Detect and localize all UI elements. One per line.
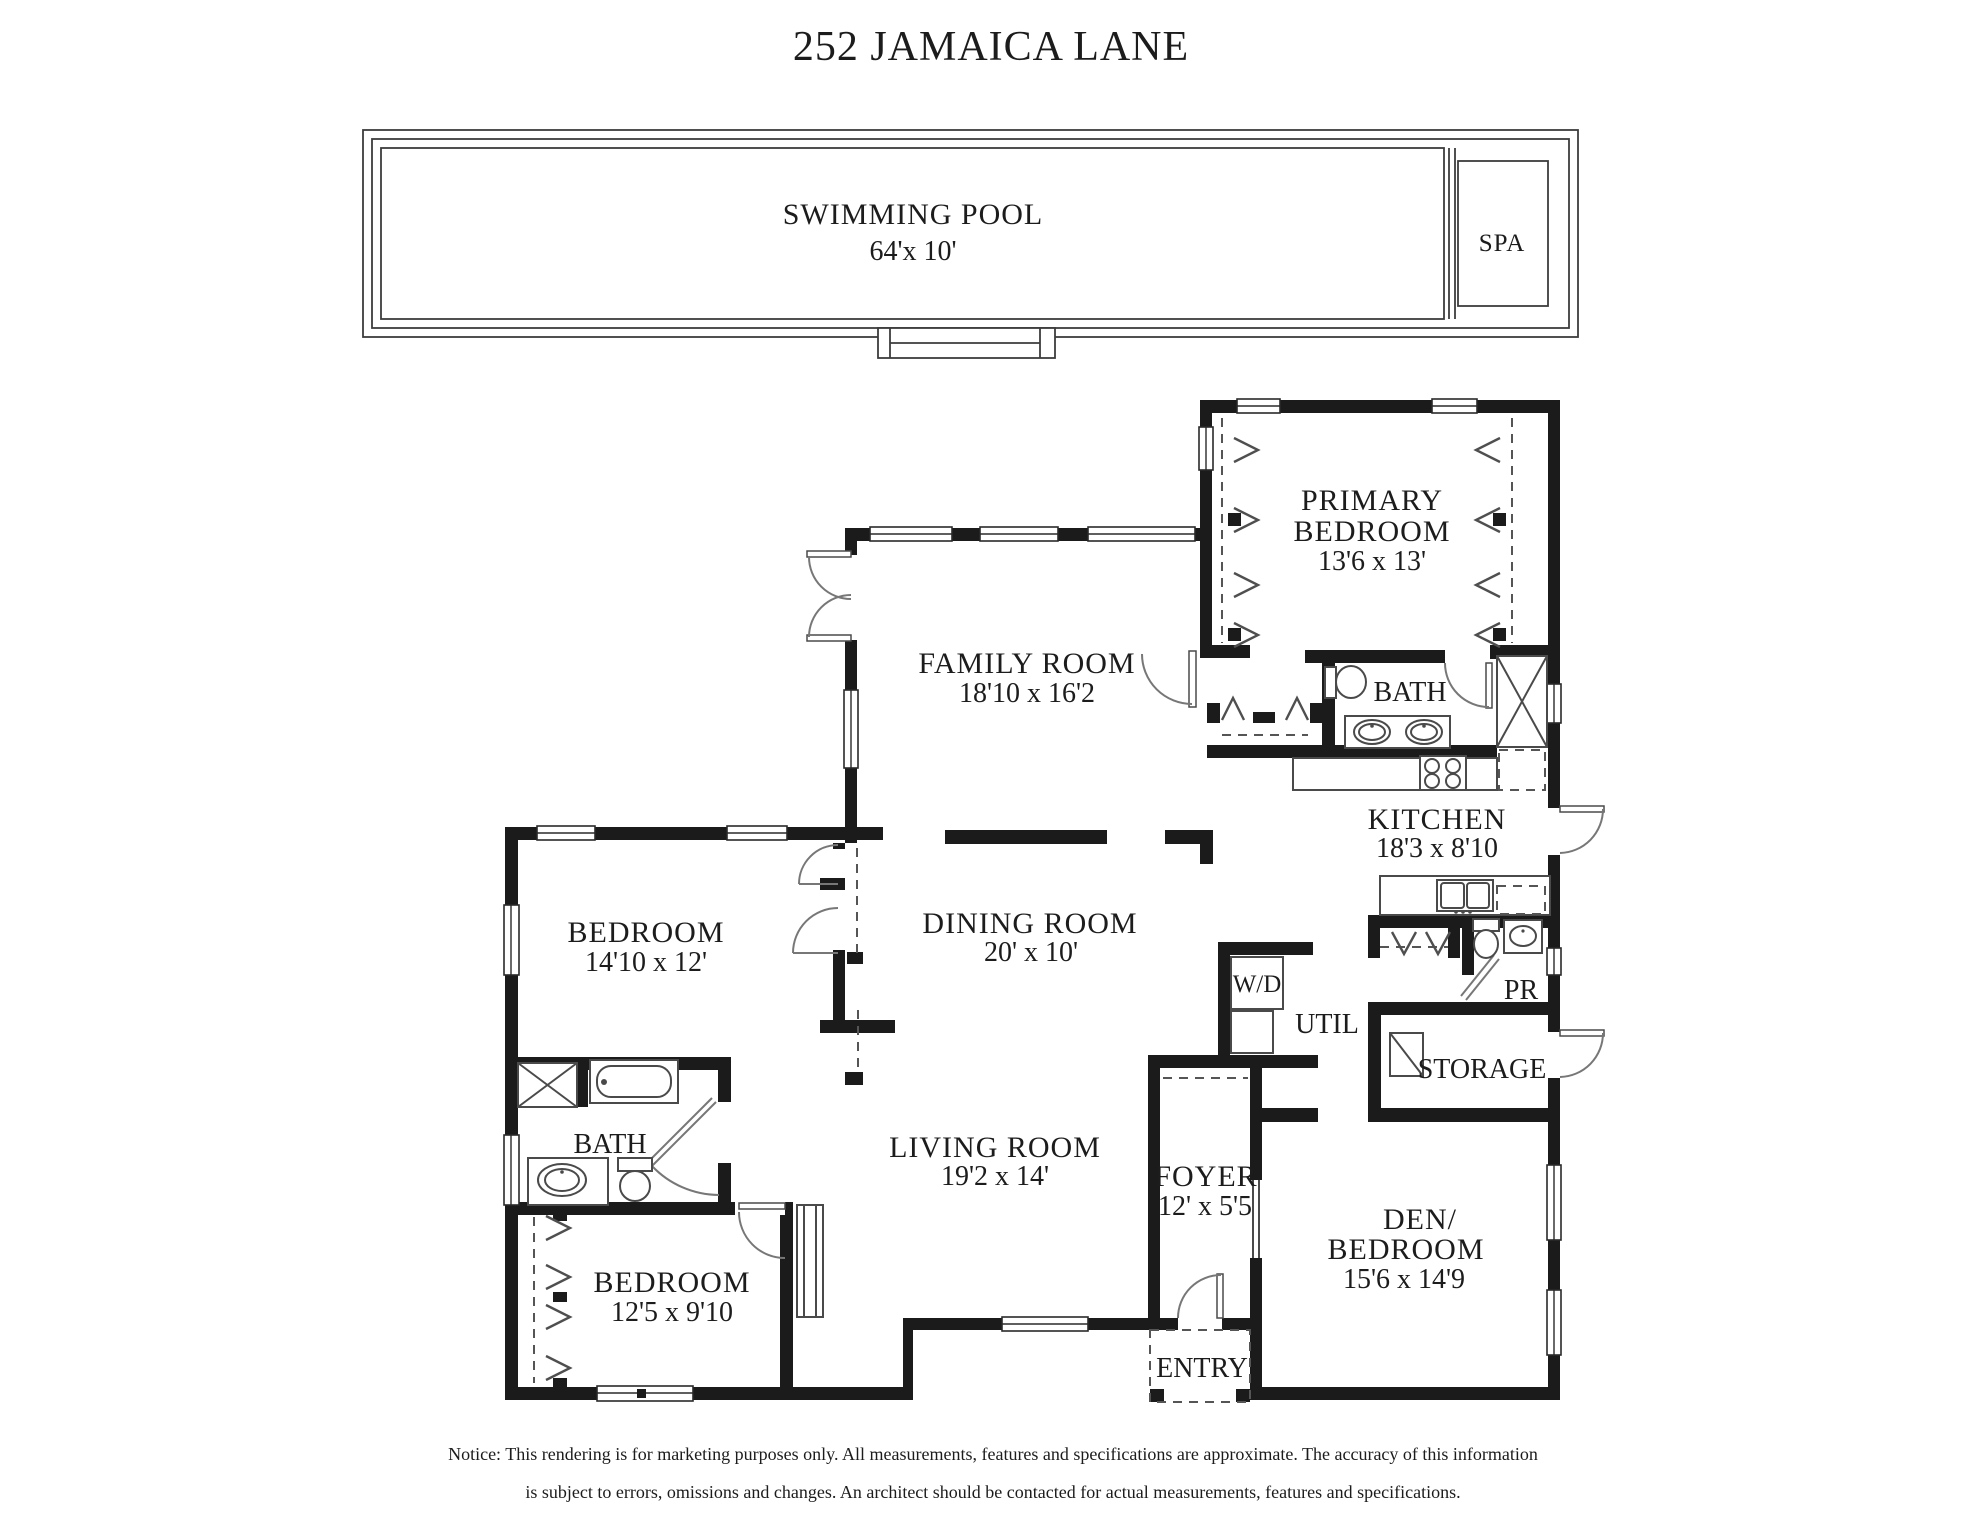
label-primary-dim: 13'6 x 13' — [1317, 546, 1427, 577]
window-icon — [1547, 1165, 1561, 1240]
label-primary-1: PRIMARY — [1300, 484, 1444, 517]
window-icon — [504, 905, 519, 975]
living-builtin — [797, 1205, 823, 1317]
window-icon — [1088, 527, 1195, 541]
toilet-icon — [618, 1158, 652, 1201]
window-icon — [1547, 1290, 1561, 1355]
label-hall-bath: BATH — [573, 1129, 647, 1160]
window-icon — [504, 1135, 519, 1205]
window-icon — [870, 527, 952, 541]
pool-area — [363, 130, 1578, 358]
label-bedroom2: BEDROOM — [593, 1266, 751, 1299]
bathtub-icon — [590, 1060, 678, 1103]
french-doors — [807, 551, 851, 641]
label-den-dim: 15'6 x 14'9 — [1342, 1264, 1466, 1295]
hall-bath-door — [648, 1098, 719, 1195]
label-bedroom1-dim: 14'10 x 12' — [584, 947, 708, 978]
window-icon — [537, 826, 595, 840]
window-icon — [1432, 399, 1477, 413]
label-bedroom2-dim: 12'5 x 9'10 — [610, 1297, 734, 1328]
label-foyer-dim: 12' x 5'5 — [1157, 1191, 1253, 1222]
shower-icon — [1497, 656, 1547, 747]
window-icon — [1547, 684, 1561, 723]
label-util: UTIL — [1295, 1009, 1359, 1040]
window-icon — [597, 1386, 693, 1401]
shower-icon — [518, 1063, 577, 1107]
pool-steps — [878, 328, 1055, 358]
window-icon — [727, 826, 787, 840]
label-storage: STORAGE — [1417, 1054, 1547, 1085]
storage-exterior-door — [1560, 1030, 1604, 1077]
window-icon — [980, 527, 1058, 541]
sink-icon — [528, 1158, 608, 1205]
window-icon — [1237, 399, 1280, 413]
label-kitchen-dim: 18'3 x 8'10 — [1375, 833, 1499, 864]
sink-icon — [1504, 920, 1542, 953]
window-icon — [1547, 948, 1561, 975]
primary-bedroom-door — [1142, 651, 1196, 707]
window-icon — [844, 690, 858, 768]
toilet-icon — [1325, 666, 1366, 698]
double-vanity-icon — [1345, 716, 1450, 748]
label-family-dim: 18'10 x 16'2 — [958, 678, 1096, 709]
label-wd: W/D — [1232, 971, 1282, 998]
notice-line1: Notice: This rendering is for marketing purposes only. All measurements, features and specifications are approximate. The accuracy of this information — [448, 1444, 1538, 1464]
label-pr: PR — [1503, 975, 1539, 1006]
label-den-2: BEDROOM — [1327, 1233, 1485, 1266]
label-family-room: FAMILY ROOM — [918, 647, 1136, 680]
bedroom2-door — [739, 1203, 785, 1258]
label-kitchen: KITCHEN — [1367, 803, 1507, 836]
label-swimming-pool: SWIMMING POOL — [782, 198, 1044, 231]
refrigerator-icon — [1499, 750, 1545, 790]
bedroom1-doors — [793, 845, 838, 953]
label-pool-dim: 64'x 10' — [869, 236, 957, 267]
label-living-room: LIVING ROOM — [889, 1131, 1101, 1164]
window-icon — [1199, 427, 1213, 470]
label-spa: SPA — [1478, 230, 1526, 257]
kitchen-exterior-door — [1560, 806, 1604, 853]
label-dining-dim: 20' x 10' — [983, 937, 1079, 968]
notice-line2: is subject to errors, omissions and changes. An architect should be contacted for actual measurements, features and specifications. — [525, 1482, 1461, 1502]
label-dining-room: DINING ROOM — [922, 907, 1138, 940]
window-icon — [1002, 1317, 1088, 1331]
primary-bath-door — [1445, 663, 1492, 708]
label-foyer: FOYER — [1154, 1160, 1258, 1193]
label-primary-bath: BATH — [1373, 677, 1447, 708]
toilet-icon — [1473, 919, 1499, 958]
label-den-1: DEN/ — [1383, 1203, 1457, 1236]
label-primary-2: BEDROOM — [1293, 515, 1451, 548]
label-living-dim: 19'2 x 14' — [940, 1161, 1050, 1192]
label-bedroom1: BEDROOM — [567, 916, 725, 949]
kitchen-sink-counter — [1380, 876, 1550, 915]
page-title: 252 JAMAICA LANE — [792, 24, 1190, 70]
front-door — [1178, 1274, 1223, 1318]
label-entry: ENTRY — [1156, 1353, 1248, 1384]
